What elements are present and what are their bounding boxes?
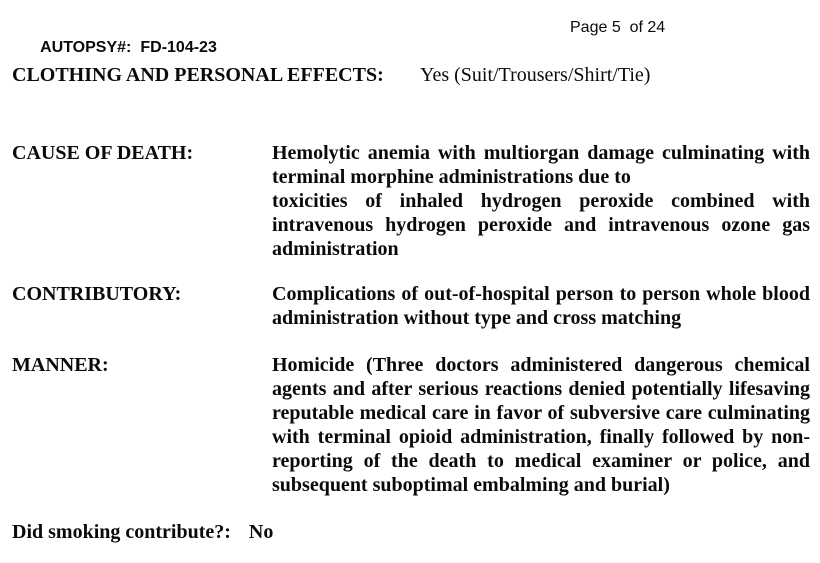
- cause-of-death-value: [272, 141, 810, 261]
- clothing-effects-label: CLOTHING AND PERSONAL EFFECTS:: [12, 64, 384, 86]
- smoking-contribute-value: No: [248, 521, 274, 543]
- smoking-contribute-label: Did smoking contribute?:: [12, 521, 231, 543]
- contributory-label: CONTRIBUTORY:: [12, 283, 182, 305]
- page-number-indicator: Page 5 of 24: [570, 19, 666, 36]
- smoking-contribute-row: [12, 520, 273, 544]
- page-header: [0, 18, 820, 56]
- cause-of-death-label: CAUSE OF DEATH:: [12, 142, 194, 164]
- autopsy-number-value: FD-104-23: [140, 39, 217, 56]
- clothing-effects-value: Yes (Suit/Trousers/Shirt/Tie): [420, 64, 651, 86]
- autopsy-number-label: AUTOPSY#:: [40, 39, 132, 56]
- manner-paragraph: Homicide (Three doctors administered dangerous chemical agents and after serious reactions denied potentially lifesaving reputable medical care in favor of subversive care culminating with terminal opioid administration, finally followed by non-reporting of the death to medical examiner or police, and subsequent suboptimal embalming and burial): [272, 354, 810, 496]
- contributory-value: [272, 282, 810, 330]
- cause-of-death-paragraph: Hemolytic anemia with multiorgan damage culminating with terminal morphine administrations due to: [272, 142, 810, 188]
- manner-value: [272, 353, 810, 497]
- contributory-paragraph: Complications of out-of-hospital person to person whole blood administration without type and cross matching: [272, 283, 810, 329]
- manner-label: MANNER:: [12, 354, 109, 376]
- cause-of-death-paragraph: toxicities of inhaled hydrogen peroxide combined with intravenous hydrogen peroxide and intravenous ozone gas administration: [272, 190, 810, 260]
